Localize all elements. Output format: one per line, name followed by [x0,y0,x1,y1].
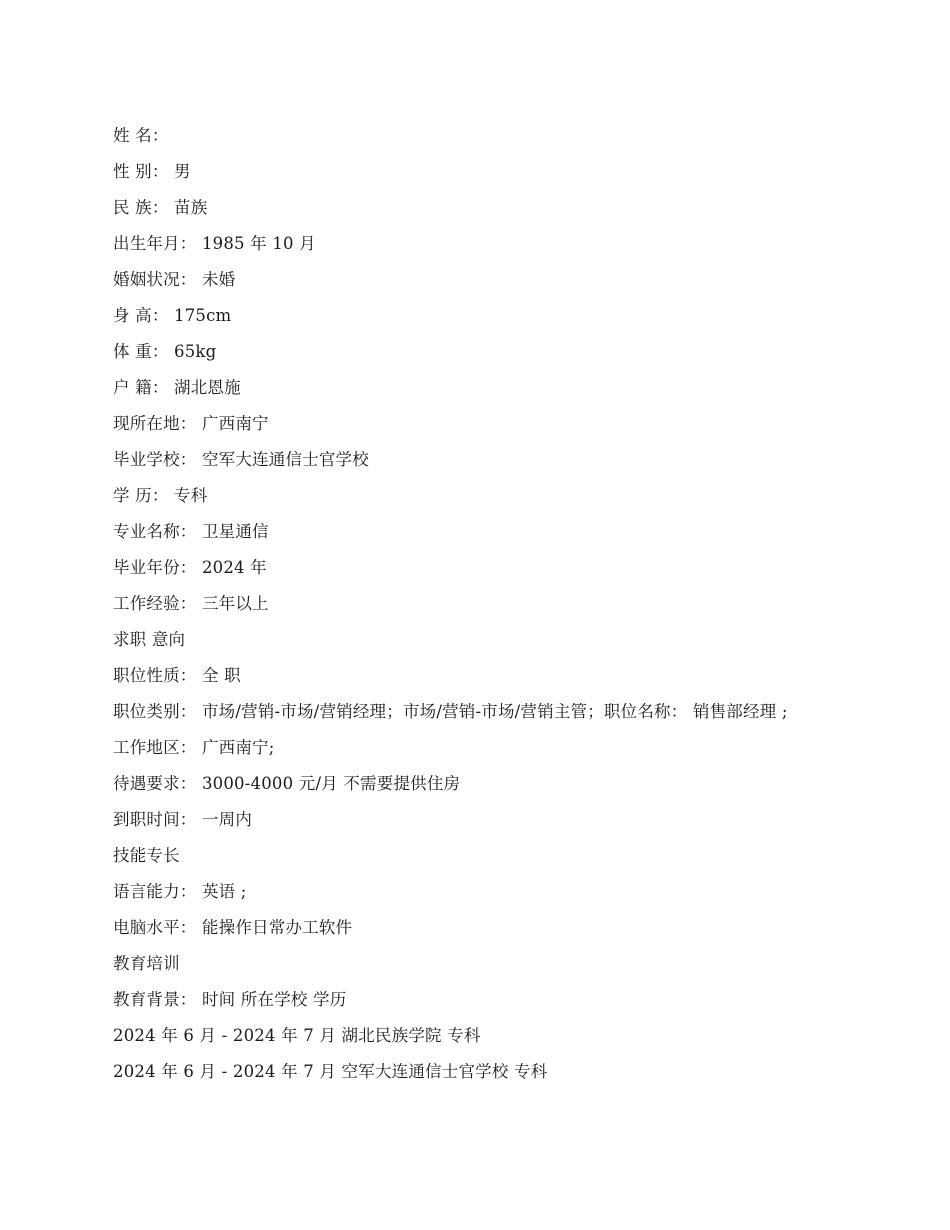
household-registration-field: 户 籍： 湖北恩施 [113,378,241,397]
language-ability-field: 语言能力： 英语 ; [113,882,247,901]
salary-requirement-field: 待遇要求： 3000-4000 元/月 不需要提供住房 [113,774,461,793]
education-background-header: 教育背景： 时间 所在学校 学历 [113,990,347,1009]
work-experience-field: 工作经验： 三年以上 [113,594,269,613]
marital-status-field: 婚姻状况： 未婚 [113,270,236,289]
ethnicity-field: 民 族： 苗族 [113,198,208,217]
birth-date-field: 出生年月： 1985 年 10 月 [113,234,316,253]
start-time-field: 到职时间： 一周内 [113,810,253,829]
weight-field: 体 重： 65kg [113,342,217,361]
major-field: 专业名称： 卫星通信 [113,522,269,541]
work-area-field: 工作地区： 广西南宁; [113,738,275,757]
computer-skill-field: 电脑水平： 能操作日常办工软件 [113,918,353,937]
job-category-field: 职位类别： 市场/营销-市场/营销经理；市场/营销-市场/营销主管；职位名称： 销售部经理 ; [113,702,788,721]
education-level-field: 学 历： 专科 [113,486,208,505]
education-entry: 2024 年 6 月 - 2024 年 7 月 湖北民族学院 专科 [113,1026,481,1045]
graduated-school-field: 毕业学校： 空军大连通信士官学校 [113,450,369,469]
skills-heading: 技能专长 [113,846,180,865]
resume-document [113,125,833,1097]
name-field: 姓 名： [113,126,169,145]
education-entry: 2024 年 6 月 - 2024 年 7 月 空军大连通信士官学校 专科 [113,1062,548,1081]
graduation-year-field: 毕业年份： 2024 年 [113,558,267,577]
education-training-heading: 教育培训 [113,954,180,973]
height-field: 身 高： 175cm [113,306,232,325]
gender-field: 性 别： 男 [113,162,191,181]
job-nature-field: 职位性质： 全 职 [113,666,241,685]
job-intention-heading: 求职 意向 [113,630,186,649]
current-location-field: 现所在地： 广西南宁 [113,414,269,433]
